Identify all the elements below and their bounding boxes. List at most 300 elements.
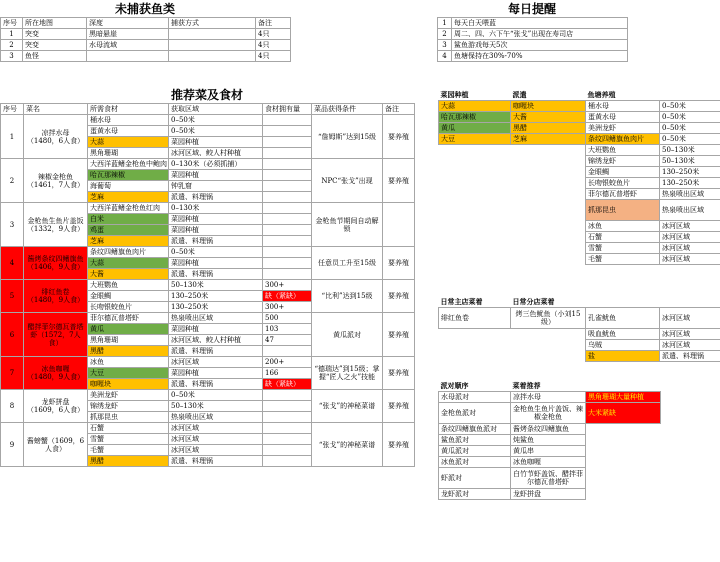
table-cell: 芝麻 [511,134,586,145]
table-cell: 50–130米 [660,156,720,167]
table-cell: 条纹四鳍旗鱼肉片 [586,134,660,145]
ingredient-amount [263,423,312,434]
ingredient-amount [263,269,312,280]
dish-number: 4 [1,247,24,280]
table-cell [439,167,511,178]
dish-note: 要养殖 [383,357,415,390]
table-row [438,18,628,29]
column-header: 序号 [1,104,24,115]
dish-name: 酱烤条纹四鳍旗鱼（1406，9人食） [24,247,88,280]
daily-title: 每日提醒 [507,2,556,16]
dish-condition: 任意员工升至15级 [312,247,383,280]
column-header: 所在地图 [23,18,87,29]
ingredient-amount [263,203,312,214]
table-cell: 冰河区域 [660,232,720,243]
table-cell: 石蟹 [586,232,660,243]
ingredient-source: 派遣、料理锅 [169,192,263,203]
ingredient-amount [263,225,312,236]
ingredient-source: 派遣、料理锅 [169,379,263,390]
column-header: 派对顺序 [440,381,469,390]
table-cell: 美洲龙虾 [586,123,660,134]
ingredient-name: 黄瓜 [88,324,169,335]
table-cell: 白竹节虾盖饭、醋拌菲尔德瓦普塔虾 [511,468,586,489]
table-header-row [439,381,661,392]
ingredient-source: 0–50米 [169,115,263,126]
ingredient-amount [263,181,312,192]
table-cell: 抓那昆虫 [586,200,660,221]
ingredient-source: 菜园种植 [169,324,263,335]
table-cell: 酱烤条纹四鳍旗鱼 [511,424,586,435]
table-cell: 吸血鱿鱼 [586,329,660,340]
table-cell: 乌贼 [586,340,660,351]
table-cell: 黄瓜派对 [439,446,511,457]
ingredient-source: 50–130米 [169,280,263,291]
dish-name: 凉拌水母（1480，6人食） [24,115,88,159]
table-cell: 1 [1,29,23,40]
table-row [439,101,720,112]
ingredient-source: 冰河区域 [169,434,263,445]
table-cell: 0–50米 [660,134,720,145]
dish-condition: “比利”达到15级 [312,280,383,313]
ingredient-amount: 缺（紧缺） [263,379,312,390]
column-header: 日常分店菜着 [512,297,555,306]
table-cell: 大班鹦鱼 [586,145,660,156]
table-row [439,200,720,221]
ingredient-source: 热泉喷出区域 [169,313,263,324]
table-cell: 鲨鱼游戏每天5次 [452,40,628,51]
table-header-row [439,297,720,308]
ingredient-amount [263,456,312,467]
recommend-section [0,88,414,467]
table-header-row [1,18,291,29]
table-cell [586,468,661,489]
column-header: 菜园种植 [440,90,469,99]
table-row [1,40,291,51]
table-cell: 大蒜 [439,101,511,112]
ingredient-amount: 166 [263,368,312,379]
table-cell: 冰鱼派对 [439,457,511,468]
table-cell [169,29,256,40]
table-cell [439,178,511,189]
table-cell: 4只 [256,40,291,51]
dish-number: 2 [1,159,24,203]
table-cell: 金枪鱼生鱼片盖饭、辣椒金枪鱼 [511,403,586,424]
table-cell: 龙虾派对 [439,489,511,500]
dish-number: 3 [1,203,24,247]
table-cell: 长吻银蛟鱼片 [586,178,660,189]
ingredient-source: 0–50米 [169,126,263,137]
table-cell: 烤三色鱿鱼（小刘15级） [511,308,586,329]
dish-condition: NPC“张戈”出现 [312,159,383,203]
column-header: 菜着推荐 [512,381,541,390]
table-cell: 大豆 [439,134,511,145]
ingredient-source: 0–50米 [169,390,263,401]
ingredient-name: 大西洋蓝鳍金枪鱼中鲍肉 [88,159,169,170]
table-cell [511,329,586,340]
dish-condition: 黄瓜派对 [312,313,383,357]
farm-section [438,90,720,265]
table-row [439,424,661,435]
ingredient-source: 冰河区域、鲛人村种植 [169,335,263,346]
table-cell: 4只 [256,29,291,40]
table-cell [586,435,661,446]
table-cell: 50–130米 [660,145,720,156]
table-cell: 冰河区域 [660,221,720,232]
table-cell: 哈瓦那辣椒 [439,112,511,123]
ingredient-source: 0–130米（必须抓捕） [169,159,263,170]
dish-condition: “张戈”的神秘菜谱 [312,423,383,467]
parties-table [438,381,661,500]
table-cell: 派遣、料理锅 [660,351,720,362]
ingredient-amount [263,170,312,181]
uncaught-section [0,2,290,62]
ingredient-name: 抓那昆虫 [88,412,169,423]
ingredient-source: 冰河区域、鲛人村种植 [169,148,263,159]
ingredient-name: 海葡萄 [88,181,169,192]
dish-note: 要养殖 [383,423,415,467]
table-cell [511,200,586,221]
ingredient-name: 蛋黄水母 [88,126,169,137]
table-row [1,280,415,291]
ingredient-name: 大蒜 [88,258,169,269]
table-row [438,40,628,51]
table-cell: 4 [438,51,452,62]
table-cell [439,243,511,254]
table-cell: 盐 [586,351,660,362]
table-row [1,313,415,324]
dish-condition: “德瑞达”到15级；掌握“匠人之火”技能 [312,357,383,390]
table-cell: 黑角珊瑚大量种植 [586,392,661,403]
table-cell [439,329,511,340]
table-row [439,329,720,340]
dish-name: 龙虾拼盘（1609，6人食） [24,390,88,423]
table-row [439,392,661,403]
ingredient-source: 派遣、料理锅 [169,456,263,467]
column-header: 备注 [383,104,415,115]
table-cell [439,221,511,232]
ingredient-name: 金眼鲷 [88,291,169,302]
table-cell [439,156,511,167]
table-cell [586,489,661,500]
ingredient-source: 菜园种植 [169,214,263,225]
dish-number: 5 [1,280,24,313]
table-header-row [439,90,720,101]
ingredient-source: 派遣、料理锅 [169,346,263,357]
dish-condition: “张戈”的神秘菜谱 [312,390,383,423]
table-cell [511,243,586,254]
table-row [1,51,291,62]
table-row [438,51,628,62]
table-cell [511,351,586,362]
table-cell: 0–50米 [660,123,720,134]
table-row [1,357,415,368]
dish-number: 1 [1,115,24,159]
ingredient-amount [263,115,312,126]
parties-section [438,381,660,500]
table-cell: 冰河区域 [660,329,720,340]
table-cell: 孔雀鱿鱼 [586,308,660,329]
table-row [439,178,720,189]
ingredient-amount: 缺（紧缺） [263,291,312,302]
table-row [1,29,291,40]
table-cell: 周二、四、六下午“张戈”出现在寿司店 [452,29,628,40]
table-cell [439,351,511,362]
ingredient-amount [263,401,312,412]
table-row [1,423,415,434]
table-cell: 突变 [23,40,87,51]
ingredient-source: 130–250米 [169,291,263,302]
dish-name: 绯红鱼卷（1480，9人食） [24,280,88,313]
table-cell: 龙虾拼盘 [511,489,586,500]
table-cell [586,457,661,468]
ingredient-amount [263,412,312,423]
table-cell [511,178,586,189]
ingredient-source: 50–130米 [169,401,263,412]
table-cell: 0–50米 [660,101,720,112]
dish-name: 醋拌菲尔德瓦普塔虾（1572，7人食） [24,313,88,357]
ingredient-name: 桶水母 [88,115,169,126]
table-cell: 鱼怪 [23,51,87,62]
table-cell: 3 [1,51,23,62]
ingredient-source: 冰河区域 [169,445,263,456]
ingredient-name: 黑角珊瑚 [88,335,169,346]
ingredient-name: 黑醋 [88,346,169,357]
ingredient-name: 毛蟹 [88,445,169,456]
table-row [439,123,720,134]
ingredient-amount [263,148,312,159]
table-cell: 每天白天喂蓝 [452,18,628,29]
table-cell: 水母派对 [439,392,511,403]
table-row [439,457,661,468]
table-cell [87,51,169,62]
dish-note: 要养殖 [383,313,415,357]
dish-number: 7 [1,357,24,390]
table-row [439,489,661,500]
table-cell [439,232,511,243]
ingredient-amount: 103 [263,324,312,335]
shops-section [438,297,720,362]
table-cell: 冰鱼咖喱 [511,457,586,468]
table-cell: 咖喱块 [511,101,586,112]
column-header: 鱼塘养殖 [587,90,616,99]
column-header: 派遣 [512,90,527,99]
ingredient-source: 0–130米 [169,203,263,214]
table-cell: 雪蟹 [586,243,660,254]
ingredient-amount: 500 [263,313,312,324]
table-cell: 炖鲨鱼 [511,435,586,446]
table-cell: 4只 [256,51,291,62]
ingredient-name: 锦绣龙虾 [88,401,169,412]
dish-note: 要养殖 [383,115,415,159]
ingredient-name: 芝麻 [88,236,169,247]
ingredient-source: 130–250米 [169,302,263,313]
ingredient-source: 菜园种植 [169,170,263,181]
table-cell: 锦绣龙虾 [586,156,660,167]
table-row [439,232,720,243]
table-row [439,446,661,457]
table-row [439,254,720,265]
table-cell [511,340,586,351]
table-row [438,29,628,40]
dish-note: 要养殖 [383,390,415,423]
dish-name: 酱螃蟹（1609，6人食） [24,423,88,467]
uncaught-title: 未捕获鱼类 [114,2,175,16]
ingredient-amount: 300+ [263,280,312,291]
ingredient-name: 大豆 [88,368,169,379]
dish-note: 要养殖 [383,159,415,203]
ingredient-name: 大蒜 [88,137,169,148]
ingredient-amount [263,137,312,148]
table-row [439,156,720,167]
dish-name: 冰鱼咖喱（1480，9人食） [24,357,88,390]
ingredient-source: 菜园种植 [169,225,263,236]
shops-table [438,297,720,362]
ingredient-name: 长吻银蛟鱼片 [88,302,169,313]
ingredient-name: 黑角珊瑚 [88,148,169,159]
table-cell: 桶水母 [586,101,660,112]
ingredient-name: 美洲龙虾 [88,390,169,401]
table-cell [511,221,586,232]
column-header: 日常主店菜着 [440,297,483,306]
table-row [439,112,720,123]
ingredient-source: 派遣、料理锅 [169,236,263,247]
table-cell: 热泉喷出区域 [660,189,720,200]
table-cell: 突变 [23,29,87,40]
recommend-table [0,103,415,467]
ingredient-source: 0–50米 [169,247,263,258]
table-cell [439,254,511,265]
table-cell: 毛蟹 [586,254,660,265]
ingredient-name: 大班鹦鱼 [88,280,169,291]
table-cell [586,424,661,435]
table-row [439,134,720,145]
table-cell [169,40,256,51]
table-row [1,390,415,401]
ingredient-name: 条纹四鳍旗鱼肉片 [88,247,169,258]
table-cell [511,232,586,243]
column-header: 所需食材 [88,104,169,115]
ingredient-source: 派遣、料理锅 [169,269,263,280]
recommend-title: 推荐菜及食材 [170,88,243,102]
table-cell: 黄瓜 [439,123,511,134]
column-header: 序号 [1,18,23,29]
table-cell: 黑醋 [511,123,586,134]
table-cell [511,254,586,265]
table-header-row [1,104,415,115]
table-cell: 冰河区域 [660,308,720,329]
dish-condition: “詹姆斯”达到15级 [312,115,383,159]
table-row [1,247,415,258]
dish-number: 8 [1,390,24,423]
column-header: 深度 [87,18,169,29]
dish-number: 6 [1,313,24,357]
ingredient-amount [263,434,312,445]
table-cell: 条纹四鳍旗鱼派对 [439,424,511,435]
table-cell [586,446,661,457]
ingredient-source: 热泉喷出区域 [169,412,263,423]
ingredient-amount [263,192,312,203]
daily-table [437,17,628,62]
table-cell: 蛋黄水母 [586,112,660,123]
ingredient-name: 芝麻 [88,192,169,203]
ingredient-name: 鸡蛋 [88,225,169,236]
column-header: 菜品获得条件 [312,104,383,115]
daily-section [437,2,627,62]
dish-note: 要养殖 [383,247,415,280]
ingredient-source: 冰河区域 [169,423,263,434]
table-cell [511,145,586,156]
dish-note: 要养殖 [383,280,415,313]
ingredient-name: 哈瓦那辣椒 [88,170,169,181]
table-cell: 冰河区域 [660,243,720,254]
column-header: 菜名 [24,104,88,115]
ingredient-source: 菜园种植 [169,368,263,379]
column-header: 捕获方式 [169,18,256,29]
table-cell [511,156,586,167]
dish-number: 9 [1,423,24,467]
ingredient-amount: 300+ [263,302,312,313]
ingredient-source: 菜园种植 [169,137,263,148]
table-cell [439,200,511,221]
table-row [439,243,720,254]
table-cell: 130–250米 [660,178,720,189]
dish-name: 金枪鱼生鱼片盖饭（1332，9人食） [24,203,88,247]
ingredient-amount [263,247,312,258]
table-cell [511,167,586,178]
table-cell [439,340,511,351]
column-header: 食材拥有量 [263,104,312,115]
ingredient-name: 雪蟹 [88,434,169,445]
table-cell [511,189,586,200]
column-header: 获取区域 [169,104,263,115]
ingredient-amount: 200+ [263,357,312,368]
ingredient-amount [263,390,312,401]
table-row [1,159,415,170]
table-cell: 黄瓜串 [511,446,586,457]
table-cell: 冰河区域 [660,254,720,265]
dish-condition: 金枪鱼节期间自动解锁 [312,203,383,247]
table-cell: 菲尔德瓦普塔虾 [586,189,660,200]
ingredient-amount [263,346,312,357]
table-row [439,340,720,351]
ingredient-amount [263,445,312,456]
table-cell [439,145,511,156]
table-cell: 2 [1,40,23,51]
table-row [1,115,415,126]
farm-table [438,90,720,265]
table-row [439,351,720,362]
dish-note [383,203,415,247]
table-row [439,145,720,156]
ingredient-source: 冰河区域 [169,357,263,368]
ingredient-amount [263,258,312,269]
table-cell: 130–250米 [660,167,720,178]
column-header: 备注 [256,18,291,29]
ingredient-source: 菜园种植 [169,258,263,269]
table-row [439,221,720,232]
table-row [439,435,661,446]
ingredient-name: 菲尔德瓦普塔虾 [88,313,169,324]
ingredient-name: 石蟹 [88,423,169,434]
table-row [439,308,720,329]
table-cell: 鲨鱼派对 [439,435,511,446]
table-cell: 3 [438,40,452,51]
ingredient-name: 大酱 [88,269,169,280]
table-cell: 凉拌水母 [511,392,586,403]
table-cell: 0–50米 [660,112,720,123]
table-row [1,203,415,214]
table-cell: 黑暗悬崖 [87,29,169,40]
